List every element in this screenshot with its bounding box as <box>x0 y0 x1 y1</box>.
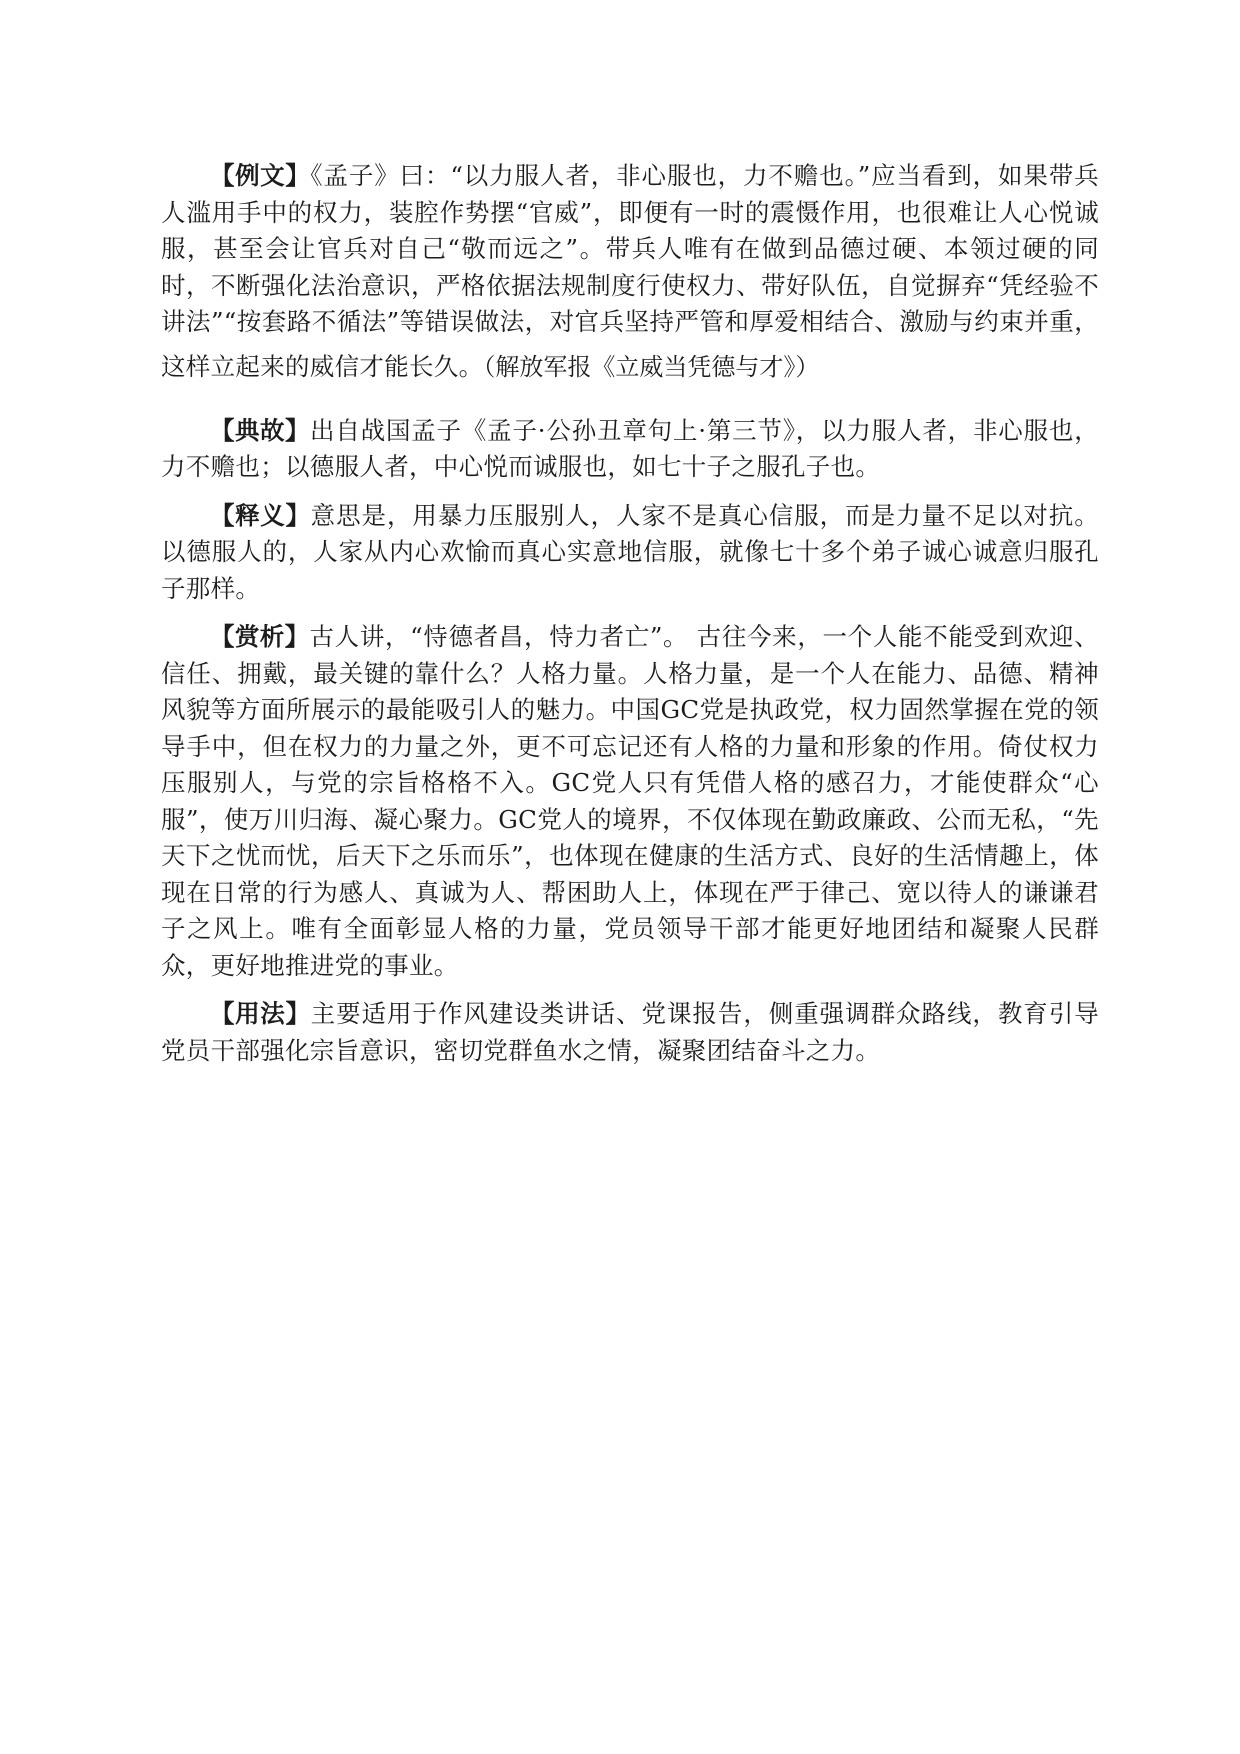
source-citation: （解放军报《立威当凭德与才》） <box>483 352 820 381</box>
paragraph-example <box>161 158 1099 393</box>
paragraph-label: 【用法】 <box>210 999 311 1028</box>
paragraph-label: 【例文】 <box>210 161 311 190</box>
paragraph-appreciation <box>161 619 1099 984</box>
paragraph-meaning <box>161 498 1099 608</box>
paragraph-allusion <box>161 413 1099 486</box>
paragraph-text: 意思是，用暴力压服别人，人家不是真心信服，而是力量不足以对抗。以德服人的，人家从内心欢愉而真心实意地信服，就像七十多个弟子诚心诚意归服孔子那样。 <box>161 500 1100 603</box>
paragraph-text: 古人讲，“恃德者昌，恃力者亡”。 古往今来，一个人能不能受到欢迎、信任、拥戴，最关键的靠什么？人格力量。人格力量，是一个人在能力、品德、精神风貌等方面所展示的最能吸引人的魅力。中国GC党是执政党，权力固然掌握在党的领导手中，但在权力的力量之外，更不可忘记还有人格的力量和形象的作用。倚仗权力压服别人，与党的宗旨格格不入。GC党人只有凭借人格的感召力，才能使群众“心服”，使万川归海、凝心聚力。GC党人的境界，不仅体现在勤政廉政、公而无私，“先天下之忧而忧，后天下之乐而乐”，也体现在健康的生活方式、良好的生活情趣上，体现在日常的行为感人、真诚为人、帮困助人上，体现在严于律己、宽以待人的谦谦君子之风上。唯有全面彰显人格的力量，党员领导干部才能更好地团结和凝聚人民群众，更好地推进党的事业。 <box>161 622 1099 980</box>
paragraph-label: 【典故】 <box>210 415 311 445</box>
document-page <box>161 158 1099 1081</box>
paragraph-text: 出自战国孟子《孟子·公孙丑章句上·第三节》，以力服人者，非心服也，力不赡也；以德服人者，中心悦而诚服也，如七十子之服孔子也。 <box>161 415 1099 481</box>
paragraph-text: 主要适用于作风建设类讲话、党课报告，侧重强调群众路线，教育引导党员干部强化宗旨意识，密切党群鱼水之情，凝聚团结奋斗之力。 <box>161 999 1100 1065</box>
paragraph-text: 《孟子》曰：“以力服人者，非心服也，力不赡也。”应当看到，如果带兵人滥用手中的权力，装腔作势摆“官威”，即便有一时的震慑作用，也很难让人心悦诚服，甚至会让官兵对自己“敬而远之”。带兵人唯有在做到品德过硬、本领过硬的同时，不断强化法治意识，严格依据法规制度行使权力、带好队伍，自觉摒弃“凭经验不讲法”“按套路不循法”等错误做法，对官兵坚持严管和厚爱相结合、激励与约束并重，这样立起来的威信才能长久。 <box>161 161 1099 381</box>
paragraph-label: 【赏析】 <box>210 622 310 651</box>
paragraph-usage <box>161 996 1099 1069</box>
paragraph-label: 【释义】 <box>210 500 311 530</box>
